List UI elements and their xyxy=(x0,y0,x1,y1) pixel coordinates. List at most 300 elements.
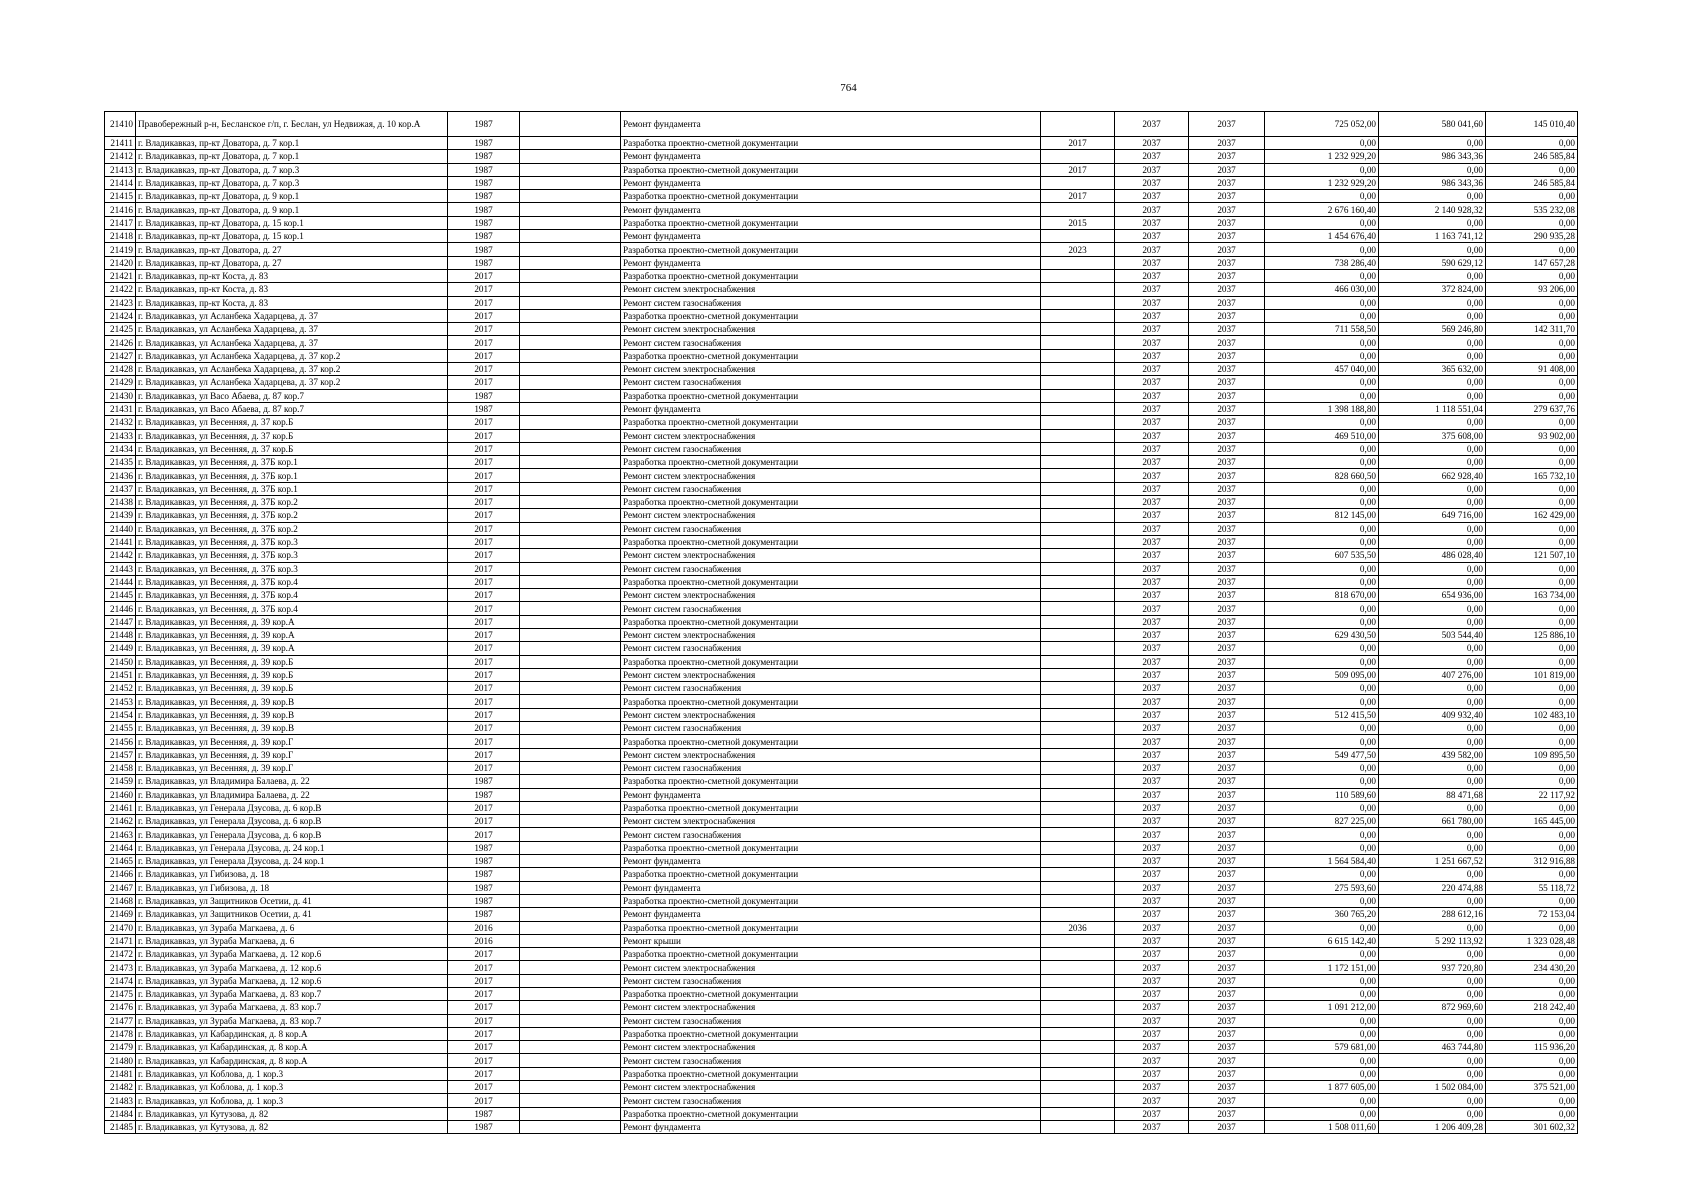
address-cell: г. Владикавказ, пр-кт Коста, д. 83 xyxy=(136,283,448,296)
pd-year-cell xyxy=(1041,562,1115,575)
work-type-cell: Разработка проектно-сметной документации xyxy=(621,841,1041,854)
pd-year-cell xyxy=(1041,549,1115,562)
fund-cost-cell: 0,00 xyxy=(1379,442,1486,455)
row-number: 21485 xyxy=(105,1120,136,1133)
fund-cost-cell: 661 780,00 xyxy=(1379,815,1486,828)
plan-year-cell: 2037 xyxy=(1115,695,1189,708)
table-row xyxy=(105,296,1578,309)
repair-year-cell: 2037 xyxy=(1189,562,1265,575)
note-cell xyxy=(520,934,621,947)
note-cell xyxy=(520,575,621,588)
owner-cost-cell: 0,00 xyxy=(1486,336,1578,349)
work-type-cell: Ремонт систем газоснабжения xyxy=(621,1014,1041,1027)
table-row xyxy=(105,230,1578,243)
pd-year-cell xyxy=(1041,256,1115,269)
pd-year-cell xyxy=(1041,469,1115,482)
total-cost-cell: 0,00 xyxy=(1265,376,1379,389)
note-cell xyxy=(520,628,621,641)
pd-year-cell xyxy=(1041,1081,1115,1094)
repair-year-cell: 2037 xyxy=(1189,974,1265,987)
note-cell xyxy=(520,855,621,868)
table-row xyxy=(105,1027,1578,1040)
plan-year-cell: 2037 xyxy=(1115,429,1189,442)
repair-year-cell: 2037 xyxy=(1189,535,1265,548)
year-cell: 2017 xyxy=(448,416,520,429)
repair-year-cell: 2037 xyxy=(1189,948,1265,961)
plan-year-cell: 2037 xyxy=(1115,389,1189,402)
year-cell: 2017 xyxy=(448,1001,520,1014)
table-row xyxy=(105,323,1578,336)
table-row xyxy=(105,1081,1578,1094)
year-cell: 1987 xyxy=(448,1107,520,1120)
row-number: 21480 xyxy=(105,1054,136,1067)
fund-cost-cell: 0,00 xyxy=(1379,163,1486,176)
repair-year-cell: 2037 xyxy=(1189,642,1265,655)
address-cell: г. Владикавказ, пр-кт Доватора, д. 7 кор.1 xyxy=(136,150,448,163)
total-cost-cell: 0,00 xyxy=(1265,190,1379,203)
address-cell: г. Владикавказ, ул Весенняя, д. 37Б кор.2 xyxy=(136,496,448,509)
year-cell: 1987 xyxy=(448,150,520,163)
row-number: 21429 xyxy=(105,376,136,389)
address-cell: г. Владикавказ, ул Кабардинская, д. 8 кор.А xyxy=(136,1054,448,1067)
work-type-cell: Ремонт фундамента xyxy=(621,1120,1041,1133)
address-cell: г. Владикавказ, пр-кт Доватора, д. 9 кор.1 xyxy=(136,190,448,203)
fund-cost-cell: 0,00 xyxy=(1379,974,1486,987)
fund-cost-cell: 986 343,36 xyxy=(1379,176,1486,189)
row-number: 21433 xyxy=(105,429,136,442)
owner-cost-cell: 0,00 xyxy=(1486,974,1578,987)
row-number: 21418 xyxy=(105,230,136,243)
year-cell: 2017 xyxy=(448,628,520,641)
note-cell xyxy=(520,296,621,309)
fund-cost-cell: 0,00 xyxy=(1379,137,1486,150)
table-row xyxy=(105,575,1578,588)
total-cost-cell: 466 030,00 xyxy=(1265,283,1379,296)
fund-cost-cell: 0,00 xyxy=(1379,894,1486,907)
total-cost-cell: 0,00 xyxy=(1265,642,1379,655)
pd-year-cell xyxy=(1041,801,1115,814)
repair-year-cell: 2037 xyxy=(1189,509,1265,522)
row-number: 21465 xyxy=(105,855,136,868)
fund-cost-cell: 407 276,00 xyxy=(1379,668,1486,681)
plan-year-cell: 2037 xyxy=(1115,1120,1189,1133)
plan-year-cell: 2037 xyxy=(1115,868,1189,881)
row-number: 21416 xyxy=(105,203,136,216)
table-row xyxy=(105,496,1578,509)
work-type-cell: Разработка проектно-сметной документации xyxy=(621,948,1041,961)
note-cell xyxy=(520,323,621,336)
owner-cost-cell: 301 602,32 xyxy=(1486,1120,1578,1133)
table-row xyxy=(105,589,1578,602)
work-type-cell: Разработка проектно-сметной документации xyxy=(621,269,1041,282)
fund-cost-cell: 409 932,40 xyxy=(1379,708,1486,721)
plan-year-cell: 2037 xyxy=(1115,948,1189,961)
year-cell: 2017 xyxy=(448,309,520,322)
owner-cost-cell: 0,00 xyxy=(1486,482,1578,495)
note-cell xyxy=(520,974,621,987)
repair-year-cell: 2037 xyxy=(1189,801,1265,814)
fund-cost-cell: 365 632,00 xyxy=(1379,363,1486,376)
fund-cost-cell: 0,00 xyxy=(1379,775,1486,788)
plan-year-cell: 2037 xyxy=(1115,230,1189,243)
year-cell: 2017 xyxy=(448,549,520,562)
row-number: 21455 xyxy=(105,722,136,735)
year-cell: 1987 xyxy=(448,230,520,243)
pd-year-cell xyxy=(1041,176,1115,189)
note-cell xyxy=(520,269,621,282)
work-type-cell: Ремонт систем электроснабжения xyxy=(621,668,1041,681)
address-cell: г. Владикавказ, ул Весенняя, д. 37Б кор.1 xyxy=(136,469,448,482)
work-type-cell: Разработка проектно-сметной документации xyxy=(621,190,1041,203)
owner-cost-cell: 72 153,04 xyxy=(1486,908,1578,921)
note-cell xyxy=(520,429,621,442)
plan-year-cell: 2037 xyxy=(1115,748,1189,761)
work-type-cell: Ремонт систем электроснабжения xyxy=(621,323,1041,336)
year-cell: 2017 xyxy=(448,722,520,735)
year-cell: 1987 xyxy=(448,389,520,402)
pd-year-cell: 2015 xyxy=(1041,216,1115,229)
table-row xyxy=(105,482,1578,495)
note-cell xyxy=(520,1094,621,1107)
row-number: 21448 xyxy=(105,628,136,641)
repair-year-cell: 2037 xyxy=(1189,682,1265,695)
table-row xyxy=(105,163,1578,176)
row-number: 21449 xyxy=(105,642,136,655)
total-cost-cell: 1 091 212,00 xyxy=(1265,1001,1379,1014)
note-cell xyxy=(520,416,621,429)
fund-cost-cell: 569 246,80 xyxy=(1379,323,1486,336)
work-type-cell: Разработка проектно-сметной документации xyxy=(621,575,1041,588)
row-number: 21424 xyxy=(105,309,136,322)
row-number: 21452 xyxy=(105,682,136,695)
pd-year-cell xyxy=(1041,402,1115,415)
fund-cost-cell: 0,00 xyxy=(1379,695,1486,708)
row-number: 21413 xyxy=(105,163,136,176)
work-type-cell: Разработка проектно-сметной документации xyxy=(621,163,1041,176)
year-cell: 1987 xyxy=(448,112,520,137)
total-cost-cell: 0,00 xyxy=(1265,309,1379,322)
fund-cost-cell: 288 612,16 xyxy=(1379,908,1486,921)
pd-year-cell xyxy=(1041,881,1115,894)
owner-cost-cell: 101 819,00 xyxy=(1486,668,1578,681)
owner-cost-cell: 115 936,20 xyxy=(1486,1041,1578,1054)
owner-cost-cell: 0,00 xyxy=(1486,801,1578,814)
pd-year-cell xyxy=(1041,788,1115,801)
fund-cost-cell: 220 474,88 xyxy=(1379,881,1486,894)
table-row xyxy=(105,562,1578,575)
work-type-cell: Ремонт систем газоснабжения xyxy=(621,1094,1041,1107)
total-cost-cell: 0,00 xyxy=(1265,496,1379,509)
year-cell: 1987 xyxy=(448,775,520,788)
repair-year-cell: 2037 xyxy=(1189,429,1265,442)
year-cell: 2017 xyxy=(448,988,520,1001)
fund-cost-cell: 0,00 xyxy=(1379,456,1486,469)
row-number: 21446 xyxy=(105,602,136,615)
address-cell: г. Владикавказ, ул Асланбека Хадарцева, д. 37 кор.2 xyxy=(136,376,448,389)
repair-year-cell: 2037 xyxy=(1189,296,1265,309)
table-row xyxy=(105,775,1578,788)
work-type-cell: Ремонт систем электроснабжения xyxy=(621,1001,1041,1014)
table-row xyxy=(105,535,1578,548)
work-type-cell: Ремонт фундамента xyxy=(621,112,1041,137)
plan-year-cell: 2037 xyxy=(1115,349,1189,362)
total-cost-cell: 275 593,60 xyxy=(1265,881,1379,894)
note-cell xyxy=(520,402,621,415)
total-cost-cell: 0,00 xyxy=(1265,1067,1379,1080)
table-row xyxy=(105,642,1578,655)
row-number: 21478 xyxy=(105,1027,136,1040)
plan-year-cell: 2037 xyxy=(1115,256,1189,269)
table-row xyxy=(105,908,1578,921)
total-cost-cell: 0,00 xyxy=(1265,456,1379,469)
total-cost-cell: 0,00 xyxy=(1265,801,1379,814)
table-row xyxy=(105,190,1578,203)
plan-year-cell: 2037 xyxy=(1115,496,1189,509)
owner-cost-cell: 102 483,10 xyxy=(1486,708,1578,721)
work-type-cell: Ремонт систем электроснабжения xyxy=(621,628,1041,641)
owner-cost-cell: 0,00 xyxy=(1486,695,1578,708)
year-cell: 2016 xyxy=(448,921,520,934)
fund-cost-cell: 0,00 xyxy=(1379,309,1486,322)
owner-cost-cell: 279 637,76 xyxy=(1486,402,1578,415)
note-cell xyxy=(520,589,621,602)
year-cell: 1987 xyxy=(448,216,520,229)
row-number: 21473 xyxy=(105,961,136,974)
row-number: 21423 xyxy=(105,296,136,309)
plan-year-cell: 2037 xyxy=(1115,176,1189,189)
owner-cost-cell: 163 734,00 xyxy=(1486,589,1578,602)
fund-cost-cell: 503 544,40 xyxy=(1379,628,1486,641)
address-cell: г. Владикавказ, ул Генерала Дзусова, д. 6 кор.В xyxy=(136,828,448,841)
address-cell: г. Владикавказ, ул Защитников Осетии, д. 41 xyxy=(136,894,448,907)
work-type-cell: Ремонт систем электроснабжения xyxy=(621,961,1041,974)
owner-cost-cell: 0,00 xyxy=(1486,761,1578,774)
repair-year-cell: 2037 xyxy=(1189,575,1265,588)
table-row xyxy=(105,309,1578,322)
work-type-cell: Разработка проектно-сметной документации xyxy=(621,456,1041,469)
year-cell: 2017 xyxy=(448,974,520,987)
table-row xyxy=(105,1120,1578,1133)
repair-year-cell: 2037 xyxy=(1189,908,1265,921)
address-cell: г. Владикавказ, пр-кт Доватора, д. 7 кор.3 xyxy=(136,176,448,189)
row-number: 21471 xyxy=(105,934,136,947)
total-cost-cell: 110 589,60 xyxy=(1265,788,1379,801)
total-cost-cell: 812 145,00 xyxy=(1265,509,1379,522)
owner-cost-cell: 0,00 xyxy=(1486,828,1578,841)
year-cell: 2017 xyxy=(448,336,520,349)
pd-year-cell xyxy=(1041,496,1115,509)
table-row xyxy=(105,961,1578,974)
year-cell: 2017 xyxy=(448,668,520,681)
plan-year-cell: 2037 xyxy=(1115,416,1189,429)
address-cell: г. Владикавказ, ул Зураба Магкаева, д. 12 кор.6 xyxy=(136,948,448,961)
table-row xyxy=(105,722,1578,735)
fund-cost-cell: 1 502 084,00 xyxy=(1379,1081,1486,1094)
table-row xyxy=(105,509,1578,522)
table-row xyxy=(105,363,1578,376)
work-type-cell: Ремонт систем электроснабжения xyxy=(621,429,1041,442)
owner-cost-cell: 142 311,70 xyxy=(1486,323,1578,336)
pd-year-cell xyxy=(1041,296,1115,309)
address-cell: г. Владикавказ, ул Зураба Магкаева, д. 6 xyxy=(136,934,448,947)
pd-year-cell: 2023 xyxy=(1041,243,1115,256)
note-cell xyxy=(520,376,621,389)
fund-cost-cell: 0,00 xyxy=(1379,296,1486,309)
repair-year-cell: 2037 xyxy=(1189,589,1265,602)
owner-cost-cell: 0,00 xyxy=(1486,442,1578,455)
owner-cost-cell: 0,00 xyxy=(1486,456,1578,469)
plan-year-cell: 2037 xyxy=(1115,482,1189,495)
work-type-cell: Ремонт систем газоснабжения xyxy=(621,296,1041,309)
table-row xyxy=(105,988,1578,1001)
owner-cost-cell: 125 886,10 xyxy=(1486,628,1578,641)
address-cell: г. Владикавказ, пр-кт Доватора, д. 9 кор.1 xyxy=(136,203,448,216)
work-type-cell: Ремонт систем газоснабжения xyxy=(621,376,1041,389)
work-type-cell: Ремонт крыши xyxy=(621,934,1041,947)
repair-year-cell: 2037 xyxy=(1189,230,1265,243)
work-type-cell: Ремонт систем газоснабжения xyxy=(621,442,1041,455)
address-cell: г. Владикавказ, ул Асланбека Хадарцева, д. 37 xyxy=(136,336,448,349)
owner-cost-cell: 0,00 xyxy=(1486,775,1578,788)
note-cell xyxy=(520,363,621,376)
address-cell: г. Владикавказ, ул Весенняя, д. 37Б кор.4 xyxy=(136,575,448,588)
year-cell: 1987 xyxy=(448,1120,520,1133)
repair-year-cell: 2037 xyxy=(1189,788,1265,801)
table-row xyxy=(105,283,1578,296)
repair-year-cell: 2037 xyxy=(1189,402,1265,415)
table-row xyxy=(105,615,1578,628)
total-cost-cell: 0,00 xyxy=(1265,349,1379,362)
note-cell xyxy=(520,456,621,469)
note-cell xyxy=(520,112,621,137)
year-cell: 2017 xyxy=(448,509,520,522)
fund-cost-cell: 1 163 741,12 xyxy=(1379,230,1486,243)
pd-year-cell xyxy=(1041,868,1115,881)
table-row xyxy=(105,934,1578,947)
row-number: 21454 xyxy=(105,708,136,721)
year-cell: 2017 xyxy=(448,1067,520,1080)
year-cell: 2017 xyxy=(448,349,520,362)
work-type-cell: Разработка проектно-сметной документации xyxy=(621,695,1041,708)
work-type-cell: Ремонт систем газоснабжения xyxy=(621,722,1041,735)
year-cell: 2017 xyxy=(448,735,520,748)
address-cell: г. Владикавказ, ул Зураба Магкаева, д. 6 xyxy=(136,921,448,934)
fund-cost-cell: 5 292 113,92 xyxy=(1379,934,1486,947)
row-number: 21450 xyxy=(105,655,136,668)
work-type-cell: Разработка проектно-сметной документации xyxy=(621,775,1041,788)
total-cost-cell: 1 232 929,20 xyxy=(1265,150,1379,163)
note-cell xyxy=(520,868,621,881)
owner-cost-cell: 0,00 xyxy=(1486,269,1578,282)
repair-year-cell: 2037 xyxy=(1189,961,1265,974)
note-cell xyxy=(520,283,621,296)
fund-cost-cell: 88 471,68 xyxy=(1379,788,1486,801)
plan-year-cell: 2037 xyxy=(1115,921,1189,934)
total-cost-cell: 0,00 xyxy=(1265,974,1379,987)
table-row xyxy=(105,708,1578,721)
plan-year-cell: 2037 xyxy=(1115,575,1189,588)
pd-year-cell xyxy=(1041,482,1115,495)
pd-year-cell xyxy=(1041,269,1115,282)
address-cell: г. Владикавказ, ул Васо Абаева, д. 87 кор.7 xyxy=(136,389,448,402)
pd-year-cell xyxy=(1041,708,1115,721)
row-number: 21447 xyxy=(105,615,136,628)
owner-cost-cell: 234 430,20 xyxy=(1486,961,1578,974)
work-type-cell: Ремонт фундамента xyxy=(621,203,1041,216)
plan-year-cell: 2037 xyxy=(1115,1014,1189,1027)
total-cost-cell: 827 225,00 xyxy=(1265,815,1379,828)
year-cell: 2017 xyxy=(448,642,520,655)
pd-year-cell xyxy=(1041,761,1115,774)
repair-year-cell: 2037 xyxy=(1189,496,1265,509)
work-type-cell: Ремонт систем газоснабжения xyxy=(621,482,1041,495)
table-row xyxy=(105,416,1578,429)
table-row xyxy=(105,655,1578,668)
pd-year-cell xyxy=(1041,974,1115,987)
table-row xyxy=(105,216,1578,229)
row-number: 21440 xyxy=(105,522,136,535)
address-cell: г. Владикавказ, ул Генерала Дзусова, д. 24 кор.1 xyxy=(136,855,448,868)
work-type-cell: Ремонт систем газоснабжения xyxy=(621,828,1041,841)
total-cost-cell: 738 286,40 xyxy=(1265,256,1379,269)
row-number: 21456 xyxy=(105,735,136,748)
year-cell: 2017 xyxy=(448,575,520,588)
work-type-cell: Ремонт систем электроснабжения xyxy=(621,1081,1041,1094)
note-cell xyxy=(520,668,621,681)
owner-cost-cell: 55 118,72 xyxy=(1486,881,1578,894)
owner-cost-cell: 0,00 xyxy=(1486,988,1578,1001)
table-row xyxy=(105,1107,1578,1120)
pd-year-cell xyxy=(1041,336,1115,349)
pd-year-cell xyxy=(1041,1014,1115,1027)
address-cell: г. Владикавказ, пр-кт Доватора, д. 15 кор.1 xyxy=(136,230,448,243)
table-row xyxy=(105,256,1578,269)
work-type-cell: Разработка проектно-сметной документации xyxy=(621,1067,1041,1080)
owner-cost-cell: 535 232,08 xyxy=(1486,203,1578,216)
year-cell: 2017 xyxy=(448,1014,520,1027)
row-number: 21482 xyxy=(105,1081,136,1094)
plan-year-cell: 2037 xyxy=(1115,363,1189,376)
total-cost-cell: 0,00 xyxy=(1265,828,1379,841)
total-cost-cell: 1 232 929,20 xyxy=(1265,176,1379,189)
address-cell: г. Владикавказ, ул Весенняя, д. 39 кор.Г xyxy=(136,748,448,761)
plan-year-cell: 2037 xyxy=(1115,722,1189,735)
plan-year-cell: 2037 xyxy=(1115,535,1189,548)
table-row xyxy=(105,974,1578,987)
note-cell xyxy=(520,1014,621,1027)
pd-year-cell xyxy=(1041,150,1115,163)
table-row xyxy=(105,389,1578,402)
year-cell: 1987 xyxy=(448,203,520,216)
repair-year-cell: 2037 xyxy=(1189,735,1265,748)
plan-year-cell: 2037 xyxy=(1115,549,1189,562)
note-cell xyxy=(520,309,621,322)
fund-cost-cell: 986 343,36 xyxy=(1379,150,1486,163)
owner-cost-cell: 375 521,00 xyxy=(1486,1081,1578,1094)
pd-year-cell xyxy=(1041,668,1115,681)
fund-cost-cell: 0,00 xyxy=(1379,416,1486,429)
table-row xyxy=(105,1054,1578,1067)
address-cell: г. Владикавказ, ул Зураба Магкаева, д. 12 кор.6 xyxy=(136,974,448,987)
plan-year-cell: 2037 xyxy=(1115,642,1189,655)
repair-year-cell: 2037 xyxy=(1189,748,1265,761)
work-type-cell: Ремонт систем электроснабжения xyxy=(621,748,1041,761)
year-cell: 2017 xyxy=(448,615,520,628)
table-row xyxy=(105,349,1578,362)
row-number: 21415 xyxy=(105,190,136,203)
owner-cost-cell: 0,00 xyxy=(1486,1067,1578,1080)
row-number: 21458 xyxy=(105,761,136,774)
